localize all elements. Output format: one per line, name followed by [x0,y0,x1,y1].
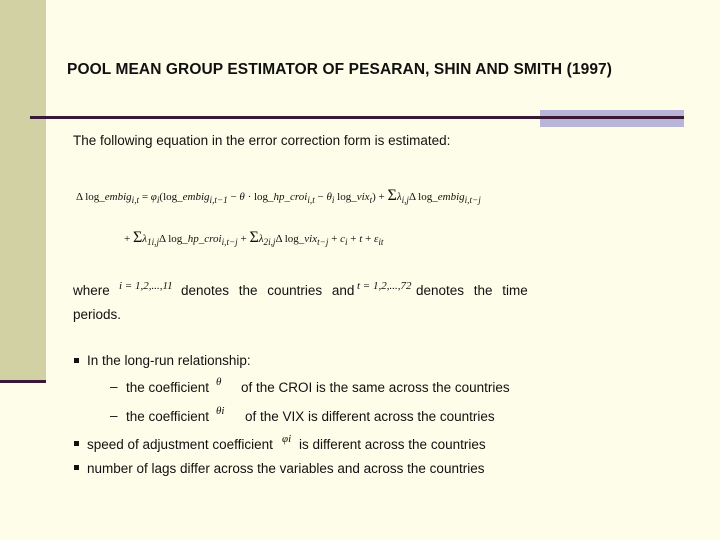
equation-line-2: + $\Sigma\lambda_{1i,j}\Delta$ log_hp_croi$_{i,t-j}$ + $\Sigma\lambda_{2i,j}\Delta$ log_vix$_{t-j}$ + $c_i + t + \varepsilon_{it}$ [124,229,384,248]
t-range: t = 1,2,...,72 [357,280,412,292]
sidebar-decoration [0,0,46,382]
sub2-prefix: the coefficient [126,409,210,424]
title-rule-accent-line [540,116,684,119]
phi-i-symbol: φi [282,433,292,445]
bullet-speed-suffix: is different across the countries [299,437,486,452]
i-range: i = 1,2,...,11 [119,280,173,292]
theta-i-symbol: θi [216,405,225,417]
sub1-prefix: the coefficient [126,380,210,395]
equation-line-1: Δ log_embig$_{i,t}$ = $\varphi_i(\log\_embig_{i,t-1} - \theta$ · log_hp_croi$_{i,t}$ − $\theta_i$ log_vix$_t$) + $\Sigma\lambda_{i,j}\Delta$ log_embig$_{i,t-j}$ [76,187,481,206]
sub2-suffix: of the VIX is different across the countries [245,409,495,424]
bullet-speed-prefix: speed of adjustment coefficient [87,437,273,452]
sidebar-divider [0,380,46,383]
bullet-marker [74,358,79,363]
bullet-marker [74,441,79,446]
denotes-time: denotes the time [416,283,528,298]
denotes-countries: denotes the countries and [181,283,355,298]
sub-dash: – [110,379,118,394]
intro-text: The following equation in the error correction form is estimated: [73,133,451,148]
bullet-long-run: In the long-run relationship: [87,353,251,368]
theta-symbol: θ [216,376,222,388]
sub1-suffix: of the CROI is the same across the countries [241,380,510,395]
where-word: where [73,283,110,298]
bullet-marker [74,465,79,470]
slide-title: POOL MEAN GROUP ESTIMATOR OF PESARAN, SHIN AND SMITH (1997) [67,61,613,78]
sub-dash: – [110,408,118,423]
periods-text: periods. [73,307,122,322]
bullet-lags: number of lags differ across the variables and across the countries [87,461,485,476]
